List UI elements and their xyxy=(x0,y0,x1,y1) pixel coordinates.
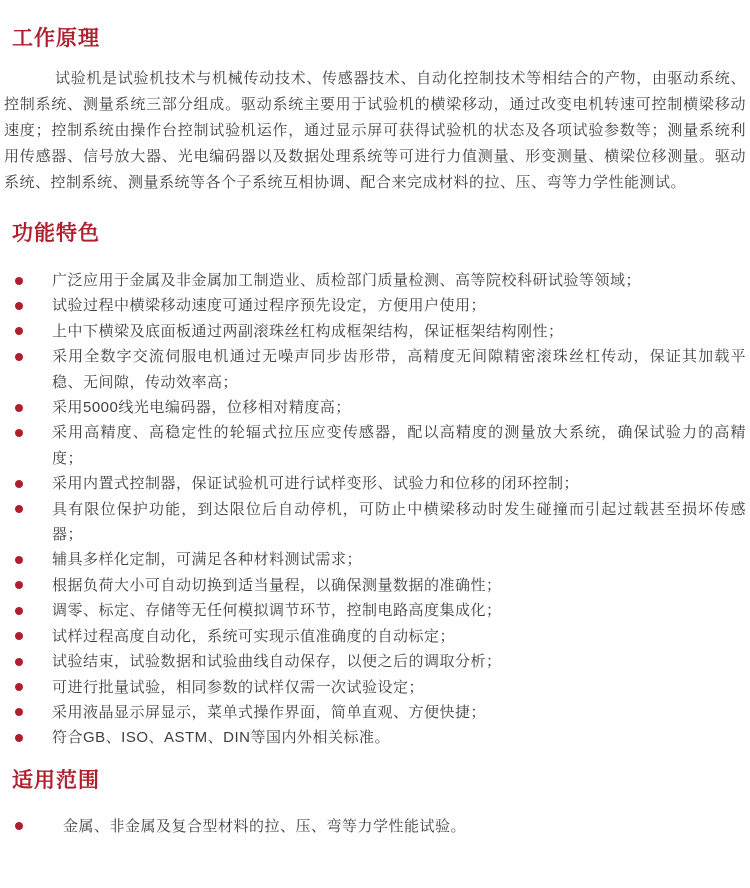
feature-item-text: 采用内置式控制器，保证试验机可进行试样变形、试验力和位移的闭环控制； xyxy=(52,475,580,493)
bullet-icon xyxy=(15,505,23,513)
bullet-icon xyxy=(15,607,23,615)
working-principle-paragraph: 试验机是试验机技术与机械传动技术、传感器技术、自动化控制技术等相结合的产物，由驱动系统、控制系统、测量系统三部分组成。驱动系统主要用于试验机的横梁移动，通过改变电机转速可控制横梁移动速度；控制系统由操作台控制试验机运作，通过显示屏可获得试验机的状态及各项试验参数等；测量系统利用传感器、信号放大器、光电编码器以及数据处理系统等可进行力值测量、形变测量、横梁位移测量。驱动系统、控制系统、测量系统等各个子系统互相协调、配合来完成材料的拉、压、弯等力学性能测试。 xyxy=(4,70,746,191)
bullet-icon xyxy=(15,708,23,716)
feature-item xyxy=(4,547,746,572)
feature-item xyxy=(4,497,746,548)
feature-item xyxy=(4,725,746,750)
application-scope-list xyxy=(4,814,746,839)
feature-item-text: 采用高精度、高稳定性的轮辐式拉压应变传感器，配以高精度的测量放大系统，确保试验力的高精度； xyxy=(52,424,746,467)
bullet-icon xyxy=(15,822,23,830)
section-heading-application-scope: 适用范围 xyxy=(12,768,100,792)
bullet-icon xyxy=(15,734,23,742)
feature-item-text: 采用5000线光电编码器，位移相对精度高； xyxy=(52,399,351,417)
feature-item xyxy=(4,268,746,293)
scope-item-text: 金属、非金属及复合型材料的拉、压、弯等力学性能试验。 xyxy=(63,817,467,835)
bullet-icon xyxy=(15,658,23,666)
feature-item-text: 符合GB、ISO、ASTM、DIN等国内外相关标准。 xyxy=(52,729,391,747)
bullet-icon xyxy=(15,683,23,691)
bullet-icon xyxy=(15,429,23,437)
section-heading-working-principle: 工作原理 xyxy=(12,27,100,50)
bullet-icon xyxy=(15,556,23,564)
feature-item-text: 试样过程高度自动化，系统可实现示值准确度的自动标定； xyxy=(52,627,456,645)
feature-item xyxy=(4,700,746,725)
bullet-icon xyxy=(15,404,23,412)
feature-item-text: 上中下横梁及底面板通过两副滚珠丝杠构成框架结构，保证框架结构刚性； xyxy=(52,322,564,340)
feature-item-text: 根据负荷大小可自动切换到适当量程，以确保测量数据的准确性； xyxy=(52,576,502,594)
bullet-icon xyxy=(15,327,23,335)
bullet-icon xyxy=(15,480,23,488)
feature-item xyxy=(4,293,746,318)
feature-item xyxy=(4,344,746,395)
feature-item-text: 辅具多样化定制，可满足各种材料测试需求； xyxy=(52,551,363,569)
feature-item-text: 试验结束，试验数据和试验曲线自动保存，以便之后的调取分析； xyxy=(52,653,502,671)
feature-item-text: 可进行批量试验，相同参数的试样仅需一次试验设定； xyxy=(52,678,425,696)
feature-item-text: 采用全数字交流伺服电机通过无噪声同步齿形带，高精度无间隙精密滚珠丝杠传动，保证其加载平稳、无间隙，传动效率高； xyxy=(52,348,746,391)
feature-item-text: 试验过程中横梁移动速度可通过程序预先设定，方便用户使用； xyxy=(52,297,487,315)
feature-item xyxy=(4,319,746,344)
section-heading-features: 功能特色 xyxy=(12,222,100,245)
feature-item xyxy=(4,624,746,649)
bullet-icon xyxy=(15,581,23,589)
feature-item xyxy=(4,471,746,496)
bullet-icon xyxy=(15,302,23,310)
bullet-icon xyxy=(15,277,23,285)
feature-item-text: 具有限位保护功能，到达限位后自动停机，可防止中横梁移动时发生碰撞而引起过载甚至损坏传感器； xyxy=(52,500,746,544)
scope-item xyxy=(4,814,746,839)
feature-item-text: 调零、标定、存储等无任何模拟调节环节，控制电路高度集成化； xyxy=(52,602,502,620)
bullet-icon xyxy=(15,353,23,361)
bullet-icon xyxy=(15,632,23,640)
feature-item xyxy=(4,395,746,420)
feature-item xyxy=(4,675,746,700)
feature-item-text: 广泛应用于金属及非金属加工制造业、质检部门质量检测、高等院校科研试验等领域； xyxy=(52,272,642,289)
feature-item xyxy=(4,598,746,623)
feature-item-text: 采用液晶显示屏显示，菜单式操作界面，简单直观、方便快捷； xyxy=(52,703,487,721)
feature-item xyxy=(4,573,746,598)
feature-item xyxy=(4,649,746,674)
feature-item xyxy=(4,420,746,471)
features-list xyxy=(4,268,746,751)
